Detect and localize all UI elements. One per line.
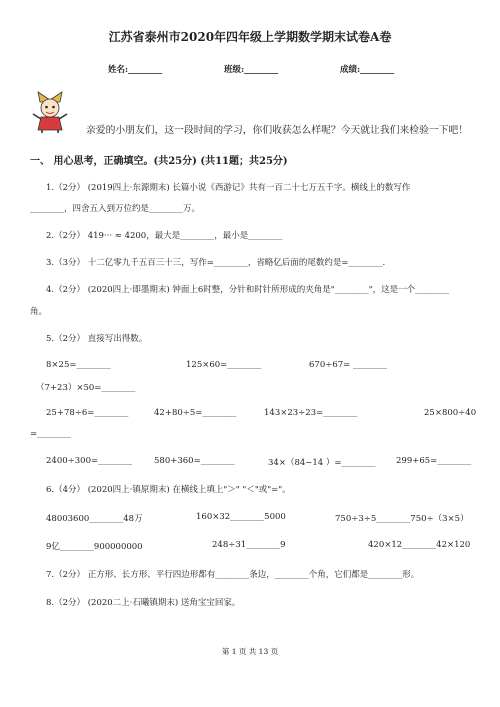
question-8: 8.（2分） (2020二上·石曦镇期末) 送角宝宝回家。 bbox=[46, 598, 241, 608]
q5-row2-item2: 42+80÷5=________ bbox=[154, 408, 237, 418]
encouragement-text: 亲爱的小朋友们，这一段时间的学习，你们收获怎么样呢？今天就让我们来检验一下吧！ bbox=[86, 125, 469, 136]
q5-row2-item4-cont: =________ bbox=[30, 429, 72, 439]
page-title: 江苏省泰州市2020年四年级上学期数学期末试卷A卷 bbox=[108, 30, 392, 44]
q5-row2-item4: 25×800÷40 bbox=[424, 408, 477, 418]
q5-row3-item3: 34×（84−14 ）=________ bbox=[268, 458, 376, 468]
page-footer: 第 1 页 共 13 页 bbox=[221, 647, 279, 656]
mascot-icon bbox=[28, 88, 72, 134]
name-field: 姓名:________ bbox=[108, 65, 163, 75]
question-4-line-2: 角。 bbox=[30, 307, 48, 317]
question-2: 2.（2分） 419··· ≈ 4200，最大是________，最小是________ bbox=[46, 231, 283, 241]
q5-row3-item1: 2400÷300=________ bbox=[46, 456, 133, 466]
q5-row1-item2: 125×60=________ bbox=[186, 360, 262, 370]
question-4-line-1: 4.（2分） (2020四上·即墨期末) 钟面上6时整，分针和时针所形成的夹角是"________"，这是一个________ bbox=[46, 285, 450, 295]
question-7: 7.（2分） 正方形、长方形、平行四边形都有________条边，________个角，它们都是________形。 bbox=[46, 570, 420, 580]
q5-row2-item1: 25+78÷6=________ bbox=[46, 408, 129, 418]
question-1-line-1: 1.（2分） (2019四上·东源期末) 长篇小说《西游记》共有一百二十七万五千字。横线上的数写作 bbox=[46, 183, 411, 193]
q6-row2-item3: 420×12________42×120 bbox=[368, 540, 471, 550]
class-field: 班级:________ bbox=[224, 65, 279, 75]
question-1-line-2: ________，四舍五入到万位约是________万。 bbox=[30, 204, 201, 214]
q5-row1-item3: 670÷67= ________ bbox=[309, 360, 387, 370]
q6-row2-item2: 248÷31________9 bbox=[212, 540, 286, 550]
question-3: 3.（3分） 十二亿零九千五百三十三，写作=________，省略亿后面的尾数约是=________. bbox=[46, 258, 386, 268]
q6-row1-item1: 48003600________48万 bbox=[46, 514, 143, 524]
q5-row1-item1: 8×25=________ bbox=[46, 360, 111, 370]
q6-row1-item2: 160×32________5000 bbox=[196, 512, 286, 522]
q5-row1-item4: （7+23）×50=________ bbox=[36, 383, 136, 393]
section-heading: 一、 用心思考，正确填空。(共25分) (共11题；共25分) bbox=[30, 156, 288, 167]
q5-row3-item2: 580+360=________ bbox=[154, 456, 235, 466]
q6-row1-item3: 750÷3÷5________750÷（3×5） bbox=[335, 514, 469, 524]
q5-row2-item3: 143×23÷23=________ bbox=[264, 408, 358, 418]
q6-row2-item1: 9亿________900000000 bbox=[46, 542, 143, 552]
score-field: 成绩:________ bbox=[340, 65, 395, 75]
question-5: 5.（2分） 直接写出得数。 bbox=[46, 334, 148, 344]
question-6: 6.（4分） (2020四上·镇原期末) 在横线上填上"＞" "＜"或"="。 bbox=[46, 485, 291, 495]
q5-row3-item4: 299+65=________ bbox=[396, 456, 472, 466]
